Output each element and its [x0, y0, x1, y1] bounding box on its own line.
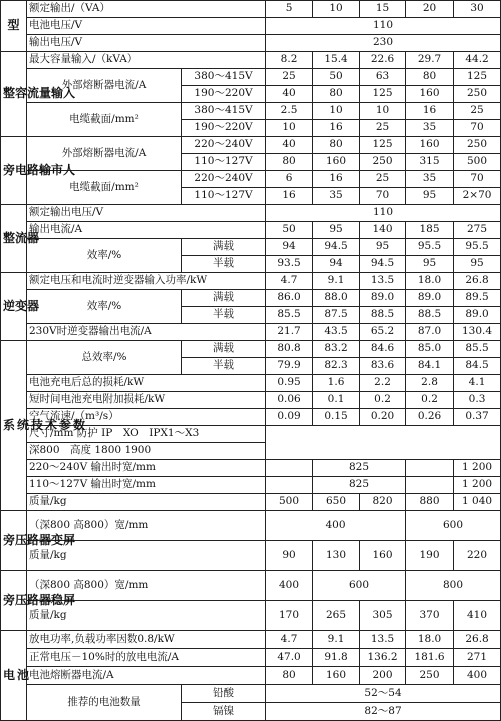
table-cell: 2.5: [266, 103, 313, 120]
table-cell: 110: [266, 18, 501, 35]
row-label: 半载: [182, 358, 266, 375]
table-cell: [266, 477, 313, 494]
row-label: 110～127V: [182, 154, 266, 171]
table-cell: 18.0: [406, 631, 454, 649]
table-cell: 15: [360, 1, 406, 18]
table-cell: 30: [454, 1, 501, 18]
table-cell: 370: [406, 601, 454, 631]
table-cell: 2.8: [406, 375, 454, 392]
table-cell: 16: [266, 188, 313, 205]
row-label: 推荐的电池数量: [27, 685, 182, 721]
table-row: [1, 631, 501, 649]
table-cell: 35: [406, 171, 454, 188]
row-label: 输出电流/A: [27, 222, 266, 239]
table-cell: 125: [360, 86, 406, 103]
table-row: [1, 601, 501, 631]
row-label: 电缆截面/mm²: [27, 171, 182, 205]
table-cell: 400: [454, 667, 501, 685]
table-cell: 88.5: [360, 307, 406, 324]
table-cell: 15.4: [313, 52, 360, 69]
table-cell: 95: [406, 188, 454, 205]
section-label: 旁电路输市人: [1, 137, 27, 205]
table-cell: 1 200: [454, 477, 501, 494]
table-cell: 95: [360, 239, 406, 256]
table-cell: 50: [313, 69, 360, 86]
table-cell: 87.0: [406, 324, 454, 341]
row-label: 满载: [182, 290, 266, 307]
table-cell: 160: [406, 86, 454, 103]
table-row: [1, 571, 501, 601]
table-cell: 500: [454, 154, 501, 171]
table-cell: 160: [313, 667, 360, 685]
table-cell: 84.5: [454, 358, 501, 375]
table-cell: 600: [313, 571, 406, 601]
table-cell: 315: [406, 154, 454, 171]
section-label: 整流器: [1, 205, 27, 273]
row-label: 190～220V: [182, 86, 266, 103]
table-row: [1, 69, 501, 86]
table-cell: 136.2: [360, 649, 406, 667]
row-label: 深800 高度 1800 1900: [27, 443, 266, 460]
table-cell: 47.0: [266, 649, 313, 667]
table-cell: 88.0: [313, 290, 360, 307]
section-label: 旁压路器稳屏: [1, 571, 27, 631]
table-cell: 63: [360, 69, 406, 86]
table-row: [1, 511, 501, 541]
table-cell: 89.0: [360, 290, 406, 307]
table-cell: 70: [454, 171, 501, 188]
row-label: 尺寸/mm 防护 IP XO IPX1～X3: [27, 426, 266, 443]
row-label: 220～240V 输出时宽/mm: [27, 460, 266, 477]
table-row: [1, 460, 501, 477]
table-cell: 85.0: [406, 341, 454, 358]
table-cell: 600: [406, 511, 501, 541]
table-row: [1, 341, 501, 358]
row-label: 220～240V: [182, 171, 266, 188]
table-row: [1, 222, 501, 239]
row-label: 220～240V: [182, 137, 266, 154]
table-cell: 89.0: [454, 307, 501, 324]
table-cell: 275: [454, 222, 501, 239]
table-row: [1, 239, 501, 256]
section-label: 旁压路器变屏: [1, 511, 27, 571]
row-label: （深800 高800）宽/mm: [27, 571, 266, 601]
row-label: 110～127V 输出时宽/mm: [27, 477, 266, 494]
row-label: 电池电压/V: [27, 18, 266, 35]
row-label: 质量/kg: [27, 494, 266, 511]
table-row: [1, 649, 501, 667]
table-cell: 0.09: [266, 409, 313, 426]
table-cell: 95: [313, 222, 360, 239]
table-cell: [266, 426, 501, 460]
row-label: 短时间电池充电附加损耗/kW: [27, 392, 266, 409]
table-cell: 5: [266, 1, 313, 18]
table-cell: 25: [360, 171, 406, 188]
table-cell: 84.6: [360, 341, 406, 358]
row-label: 镉镍: [182, 703, 266, 721]
table-cell: [266, 460, 313, 477]
table-cell: 85.5: [266, 307, 313, 324]
table-row: [1, 52, 501, 69]
table-cell: 25: [454, 103, 501, 120]
table-cell: 820: [360, 494, 406, 511]
table-cell: 6: [266, 171, 313, 188]
table-cell: 80: [406, 69, 454, 86]
table-cell: 4.7: [266, 273, 313, 290]
table-cell: 190: [406, 541, 454, 571]
row-label: 满载: [182, 239, 266, 256]
table-cell: 400: [266, 511, 406, 541]
table-cell: 1 040: [454, 494, 501, 511]
table-cell: 86.0: [266, 290, 313, 307]
table-cell: 44.2: [454, 52, 501, 69]
table-cell: 87.5: [313, 307, 360, 324]
table-cell: 160: [360, 541, 406, 571]
table-cell: 94.5: [313, 239, 360, 256]
table-cell: 25: [360, 120, 406, 137]
table-cell: 2×70: [454, 188, 501, 205]
table-row: [1, 205, 501, 222]
table-cell: 0.95: [266, 375, 313, 392]
table-cell: 95: [454, 256, 501, 273]
table-cell: 26.8: [454, 273, 501, 290]
table-cell: 35: [313, 188, 360, 205]
table-cell: 265: [313, 601, 360, 631]
row-label: 质量/kg: [27, 541, 266, 571]
table-cell: 410: [454, 601, 501, 631]
table-cell: 0.2: [360, 392, 406, 409]
table-cell: 29.7: [406, 52, 454, 69]
table-cell: 80: [313, 86, 360, 103]
table-cell: 16: [406, 103, 454, 120]
table-cell: 94: [266, 239, 313, 256]
table-cell: 110: [266, 205, 501, 222]
row-label: 电池熔断器电流/A: [27, 667, 266, 685]
table-cell: 0.20: [360, 409, 406, 426]
table-cell: 13.5: [360, 273, 406, 290]
table-cell: 88.5: [406, 307, 454, 324]
table-cell: 220: [454, 541, 501, 571]
table-cell: 0.2: [406, 392, 454, 409]
table-cell: 82～87: [266, 703, 501, 721]
row-label: 110～127V: [182, 188, 266, 205]
row-label: 380～415V: [182, 69, 266, 86]
table-cell: 95.5: [406, 239, 454, 256]
row-label: 放电功率,负载功率因数0.8/kW: [27, 631, 266, 649]
table-cell: [406, 460, 454, 477]
table-cell: 0.06: [266, 392, 313, 409]
row-label: 满载: [182, 341, 266, 358]
table-cell: 16: [313, 171, 360, 188]
row-label: 总效率/%: [27, 341, 182, 375]
table-cell: 10: [360, 103, 406, 120]
table-cell: 80.8: [266, 341, 313, 358]
table-cell: 20: [406, 1, 454, 18]
table-cell: 95: [406, 256, 454, 273]
table-cell: 10: [313, 103, 360, 120]
table-row: [1, 541, 501, 571]
table-cell: 83.2: [313, 341, 360, 358]
row-label: 电池充电后总的损耗/kW: [27, 375, 266, 392]
section-label: 电池: [1, 631, 27, 721]
table-cell: 94: [313, 256, 360, 273]
table-cell: 181.6: [406, 649, 454, 667]
row-label: 质量/kg: [27, 601, 266, 631]
table-cell: 8.2: [266, 52, 313, 69]
table-cell: 93.5: [266, 256, 313, 273]
table-cell: 800: [406, 571, 501, 601]
table-row: [1, 375, 501, 392]
table-cell: 90: [266, 541, 313, 571]
table-cell: 40: [266, 86, 313, 103]
table-cell: 250: [454, 86, 501, 103]
table-cell: 2.2: [360, 375, 406, 392]
table-cell: 185: [406, 222, 454, 239]
table-cell: 0.26: [406, 409, 454, 426]
table-cell: 125: [360, 137, 406, 154]
table-cell: 650: [313, 494, 360, 511]
table-cell: 880: [406, 494, 454, 511]
table-cell: 250: [406, 667, 454, 685]
table-row: [1, 667, 501, 685]
table-cell: 84.1: [406, 358, 454, 375]
section-label: 型: [1, 1, 27, 52]
table-cell: 21.7: [266, 324, 313, 341]
table-cell: 400: [266, 571, 313, 601]
table-cell: 9.1: [313, 631, 360, 649]
table-row: [1, 392, 501, 409]
row-label: 电缆截面/mm²: [27, 103, 182, 137]
table-cell: 25: [266, 69, 313, 86]
table-cell: 130: [313, 541, 360, 571]
table-cell: 70: [360, 188, 406, 205]
table-cell: 305: [360, 601, 406, 631]
table-row: [1, 685, 501, 703]
row-label: 额定输出/（VA）: [27, 1, 266, 18]
table-row: [1, 290, 501, 307]
table-cell: 0.1: [313, 392, 360, 409]
table-cell: 80: [313, 137, 360, 154]
table-cell: 22.6: [360, 52, 406, 69]
row-label: 铅酸: [182, 685, 266, 703]
row-label: 输出电压/V: [27, 35, 266, 52]
table-cell: 35: [406, 120, 454, 137]
table-cell: 85.5: [454, 341, 501, 358]
table-cell: 70: [454, 120, 501, 137]
table-cell: 160: [313, 154, 360, 171]
table-cell: 89.5: [454, 290, 501, 307]
table-row: [1, 426, 501, 443]
table-cell: 0.3: [454, 392, 501, 409]
table-cell: 125: [454, 69, 501, 86]
table-cell: 79.9: [266, 358, 313, 375]
table-row: [1, 494, 501, 511]
table-cell: 200: [360, 667, 406, 685]
table-cell: 52～54: [266, 685, 501, 703]
table-cell: 13.5: [360, 631, 406, 649]
table-cell: 170: [266, 601, 313, 631]
row-label: 额定输出电压/V: [27, 205, 266, 222]
table-cell: 91.8: [313, 649, 360, 667]
table-cell: 10: [313, 1, 360, 18]
section-label: 整容流量输入: [1, 52, 27, 137]
row-label: 外部熔断器电流/A: [27, 69, 182, 103]
table-row: [1, 1, 501, 18]
table-row: [1, 18, 501, 35]
table-cell: 83.6: [360, 358, 406, 375]
row-label: 空气流速/（m³/s）: [27, 409, 266, 426]
table-cell: 1.6: [313, 375, 360, 392]
table-cell: 160: [406, 137, 454, 154]
row-label: 最大容量输入/（kVA）: [27, 52, 266, 69]
table-cell: 18.0: [406, 273, 454, 290]
table-cell: 10: [266, 120, 313, 137]
table-cell: 89.0: [406, 290, 454, 307]
table-cell: 500: [266, 494, 313, 511]
table-cell: 825: [313, 460, 406, 477]
table-cell: 26.8: [454, 631, 501, 649]
table-cell: 0.37: [454, 409, 501, 426]
table-cell: 94.5: [360, 256, 406, 273]
row-label: 效率/%: [27, 290, 182, 324]
row-label: 正常电压－10%时的放电电流/A: [27, 649, 266, 667]
table-cell: 250: [360, 154, 406, 171]
table-cell: 80: [266, 154, 313, 171]
table-row: [1, 103, 501, 120]
table-cell: 9.1: [313, 273, 360, 290]
table-cell: 16: [313, 120, 360, 137]
table-cell: 140: [360, 222, 406, 239]
table-cell: 230: [266, 35, 501, 52]
table-cell: 80: [266, 667, 313, 685]
row-label: （深800 高800）宽/mm: [27, 511, 266, 541]
table-cell: 4.1: [454, 375, 501, 392]
row-label: 380～415V: [182, 103, 266, 120]
table-cell: 40: [266, 137, 313, 154]
table-row: [1, 35, 501, 52]
table-cell: 50: [266, 222, 313, 239]
row-label: 190～220V: [182, 120, 266, 137]
table-cell: 0.15: [313, 409, 360, 426]
row-label: 外部熔断器电流/A: [27, 137, 182, 171]
table-cell: 95.5: [454, 239, 501, 256]
table-row: [1, 273, 501, 290]
table-row: [1, 171, 501, 188]
section-label: 系统技术参数: [1, 341, 27, 511]
row-label: 效率/%: [27, 239, 182, 273]
row-label: 半载: [182, 256, 266, 273]
table-cell: 825: [313, 477, 406, 494]
table-row: [1, 477, 501, 494]
table-cell: 1 200: [454, 460, 501, 477]
table-cell: 271: [454, 649, 501, 667]
table-row: [1, 137, 501, 154]
row-label: 230V时逆变器输出电流/A: [27, 324, 266, 341]
table-cell: 4.7: [266, 631, 313, 649]
table-cell: [406, 477, 454, 494]
table-cell: 65.2: [360, 324, 406, 341]
row-label: 额定电压和电流时逆变器输入功率/kW: [27, 273, 266, 290]
row-label: 半载: [182, 307, 266, 324]
table-row: [1, 324, 501, 341]
table-cell: 82.3: [313, 358, 360, 375]
table-cell: 43.5: [313, 324, 360, 341]
table-cell: 130.4: [454, 324, 501, 341]
section-label: 逆变器: [1, 273, 27, 341]
table-cell: 250: [454, 137, 501, 154]
